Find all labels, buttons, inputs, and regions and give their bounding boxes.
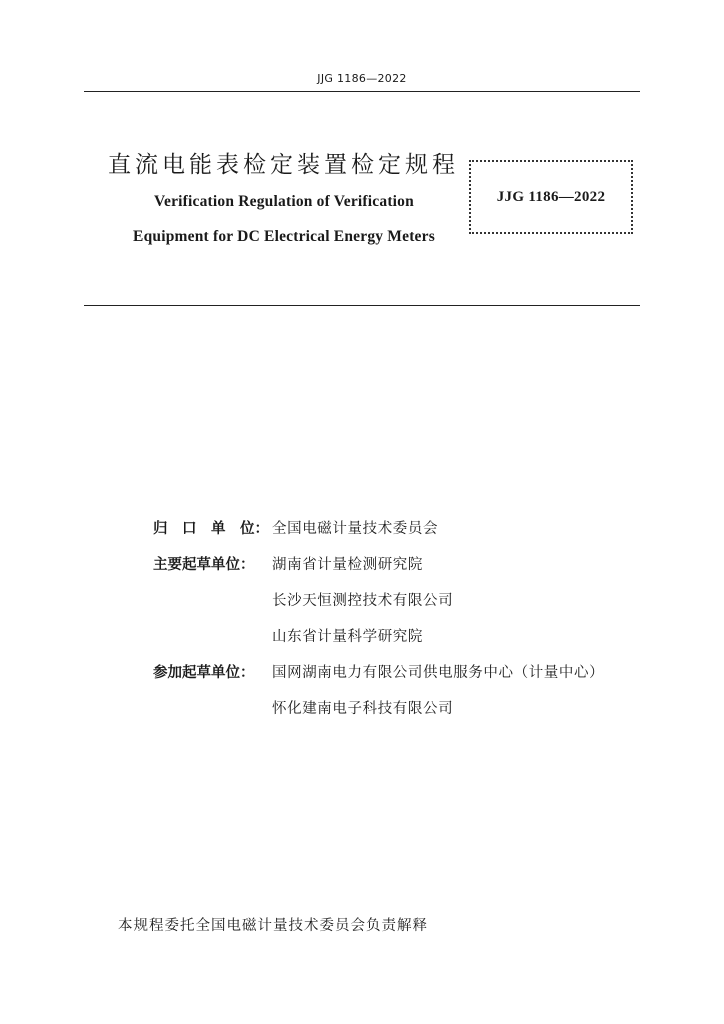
header-divider: [84, 91, 640, 92]
participating-drafting-label: 参加起草单位：: [153, 665, 255, 681]
main-drafting-unit: 长沙天恒测控技术有限公司: [272, 593, 454, 609]
participating-drafting-unit: 国网湖南电力有限公司供电服务中心（计量中心）: [272, 665, 605, 681]
main-drafting-label: 主要起草单位：: [153, 557, 255, 573]
responsible-unit-label: 归 口 单 位：: [153, 521, 269, 537]
interpretation-note: 本规程委托全国电磁计量技术委员会负责解释: [118, 918, 428, 934]
standard-code-box: [469, 160, 633, 234]
title-english-line-2: Equipment for DC Electrical Energy Meters: [133, 228, 435, 245]
header-standard-code: JJG 1186—2022: [317, 72, 407, 85]
responsible-unit-value: 全国电磁计量技术委员会: [272, 521, 439, 537]
main-drafting-unit: 湖南省计量检测研究院: [272, 557, 423, 573]
participating-drafting-unit: 怀化建南电子科技有限公司: [272, 701, 454, 717]
main-drafting-unit: 山东省计量科学研究院: [272, 629, 423, 645]
title-english-line-1: Verification Regulation of Verification: [154, 193, 414, 210]
title-divider: [84, 305, 640, 306]
title-chinese: 直流电能表检定装置检定规程: [108, 152, 459, 178]
standard-code: JJG 1186—2022: [496, 188, 606, 205]
